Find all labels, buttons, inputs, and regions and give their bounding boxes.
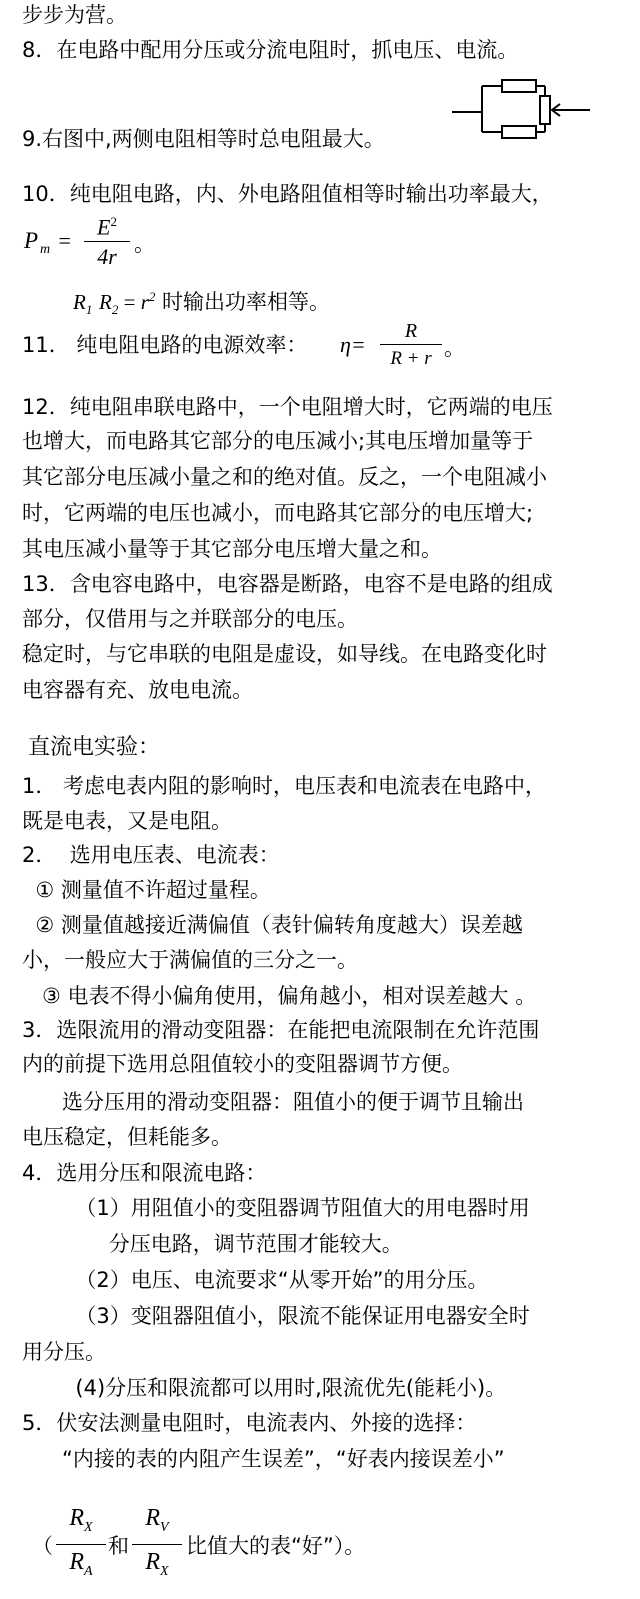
r2-subscript: 2 (111, 302, 119, 318)
exponent: 2 (148, 289, 156, 304)
item-12-line-3: 其它部分电压减小量之和的绝对值。反之，一个电阻减小 (22, 465, 547, 489)
exp-item-4-sub-1-line-2: 分压电路，调节范围才能较大。 (22, 1232, 403, 1256)
power-fraction (84, 208, 130, 272)
exp-item-4: 4．选用分压和限流电路： (22, 1161, 267, 1185)
pm-subscript: m (40, 242, 51, 257)
exp-item-3-line-1: 3．选限流用的滑动变阻器：在能把电流限制在允许范围 (22, 1018, 540, 1042)
fraction-numerator (84, 208, 130, 241)
text-fragment: 时输出功率相等。 (155, 290, 331, 314)
exp-item-4-sub-4: (4)分压和限流都可以用时,限流优先(能耗小)。 (22, 1376, 507, 1400)
equal-power-condition (73, 282, 330, 325)
item-13-line-1: 13．含电容电路中，电容器是断路，电容不是电路的组成 (22, 572, 553, 596)
exp-item-2-sub-1: ① 测量值不许超过量程。 (22, 878, 271, 902)
eta-symbol: η= (340, 332, 366, 357)
ratio-conclusion: 比值大的表“好”）。 (186, 1534, 366, 1558)
fraction-denominator (56, 1545, 106, 1589)
r1-symbol: R (73, 290, 86, 314)
item-12-line-1: 12．纯电阻串联电路中，一个电阻增大时，它两端的电压 (22, 395, 553, 419)
item-8: 8．在电路中配用分压或分流电阻时，抓电压、电流。 (22, 38, 519, 62)
item-13-line-3: 稳定时，与它串联的电阻是虚设，如导线。在电路变化时 (22, 642, 547, 666)
r2-symbol: R (99, 290, 112, 314)
fraction-denominator (132, 1545, 182, 1589)
exp-item-1-line-2: 既是电表，又是电阻。 (22, 809, 232, 833)
subscript: V (160, 1519, 169, 1535)
exp-item-4-sub-3-line-1: （3）变阻器阻值小，限流不能保证用电器安全时 (22, 1304, 530, 1328)
fraction-numerator (132, 1502, 182, 1544)
exp-item-2-sub-2-line-2: 小，一般应大于满偏值的三分之一。 (22, 948, 358, 972)
item-10: 10．纯电阻电路，内、外电路阻值相等时输出功率最大， (22, 182, 553, 206)
r-symbol: R (69, 1548, 85, 1575)
item-12-line-2: 也增大，而电路其它部分的电压减小;其电压增加量等于 (22, 429, 534, 453)
emf-symbol: E (97, 214, 111, 240)
section-heading: 直流电实验： (28, 735, 161, 760)
power-formula (24, 208, 324, 278)
efficiency-fraction (380, 318, 442, 373)
exp-item-3-line-3: 选分压用的滑动变阻器：阻值小的便于调节且输出 (22, 1090, 525, 1114)
exp-item-5-line-2: “内接的表的内阻产生误差”，“好表内接误差小” (22, 1447, 505, 1471)
subscript: X (84, 1519, 93, 1535)
exp-item-1-line-1: 1． 考虑电表内阻的影响时，电压表和电流表在电路中， (22, 774, 547, 798)
rx-over-ra-fraction (56, 1502, 106, 1589)
item-13-line-4: 电容器有充、放电电流。 (22, 678, 253, 702)
exp-item-3-line-4: 电压稳定，但耗能多。 (22, 1125, 232, 1149)
and-word: 和 (108, 1534, 129, 1558)
exp-item-2: 2． 选用电压表、电流表： (22, 843, 280, 867)
pm-symbol: P (24, 228, 39, 253)
fraction-numerator (56, 1502, 106, 1544)
item-13-line-2: 部分，仅借用与之并联部分的电压。 (22, 607, 358, 631)
r-symbol: R (69, 1505, 85, 1531)
exp-item-4-sub-3-line-2: 用分压。 (22, 1340, 106, 1364)
efficiency-formula (340, 318, 500, 380)
open-paren: （ (32, 1534, 53, 1558)
subscript: X (160, 1563, 169, 1579)
fraction-denominator: R + r (390, 348, 432, 369)
exponent: 2 (110, 214, 117, 229)
exp-item-2-sub-2-line-1: ② 测量值越接近满偏值（表针偏转角度越大）误差越 (22, 913, 523, 937)
exp-item-4-sub-1-line-1: （1）用阻值小的变阻器调节阻值大的用电器时用 (22, 1196, 530, 1220)
rv-over-rx-fraction (132, 1502, 182, 1589)
r-symbol: R (145, 1548, 161, 1575)
text-line: 步步为营。 (22, 3, 127, 27)
exp-item-4-sub-2: （2）电压、电流要求“从零开始”的用分压。 (22, 1268, 489, 1292)
exp-item-5: 5．伏安法测量电阻时，电流表内、外接的选择： (22, 1411, 477, 1435)
period: 。 (134, 232, 155, 256)
r-symbol: r (140, 290, 149, 314)
exp-item-2-sub-3: ③ 电表不得小偏角使用，偏角越小，相对误差越大 。 (22, 984, 537, 1008)
r-symbol: R (145, 1505, 161, 1531)
item-12-line-5: 其电压减小量等于其它部分电压增大量之和。 (22, 537, 442, 561)
fraction-numerator: R (404, 320, 418, 342)
subscript: A (84, 1563, 93, 1579)
item-9: 9.右图中,两侧电阻相等时总电阻最大。 (22, 127, 385, 151)
item-11: 11． 纯电阻电路的电源效率： (22, 333, 308, 357)
fraction-denominator: 4r (97, 244, 117, 270)
r1-subscript: 1 (85, 302, 93, 318)
item-12-line-4: 时，它两端的电压也减小，而电路其它部分的电压增大; (22, 501, 534, 525)
period: 。 (444, 336, 465, 360)
equals-sign: = (118, 290, 141, 314)
ratio-line (22, 1490, 622, 1590)
equals-sign: = (53, 228, 77, 253)
circuit-diagram (450, 78, 600, 140)
exp-item-3-line-2: 内的前提下选用总阻值较小的变阻器调节方便。 (22, 1052, 463, 1076)
